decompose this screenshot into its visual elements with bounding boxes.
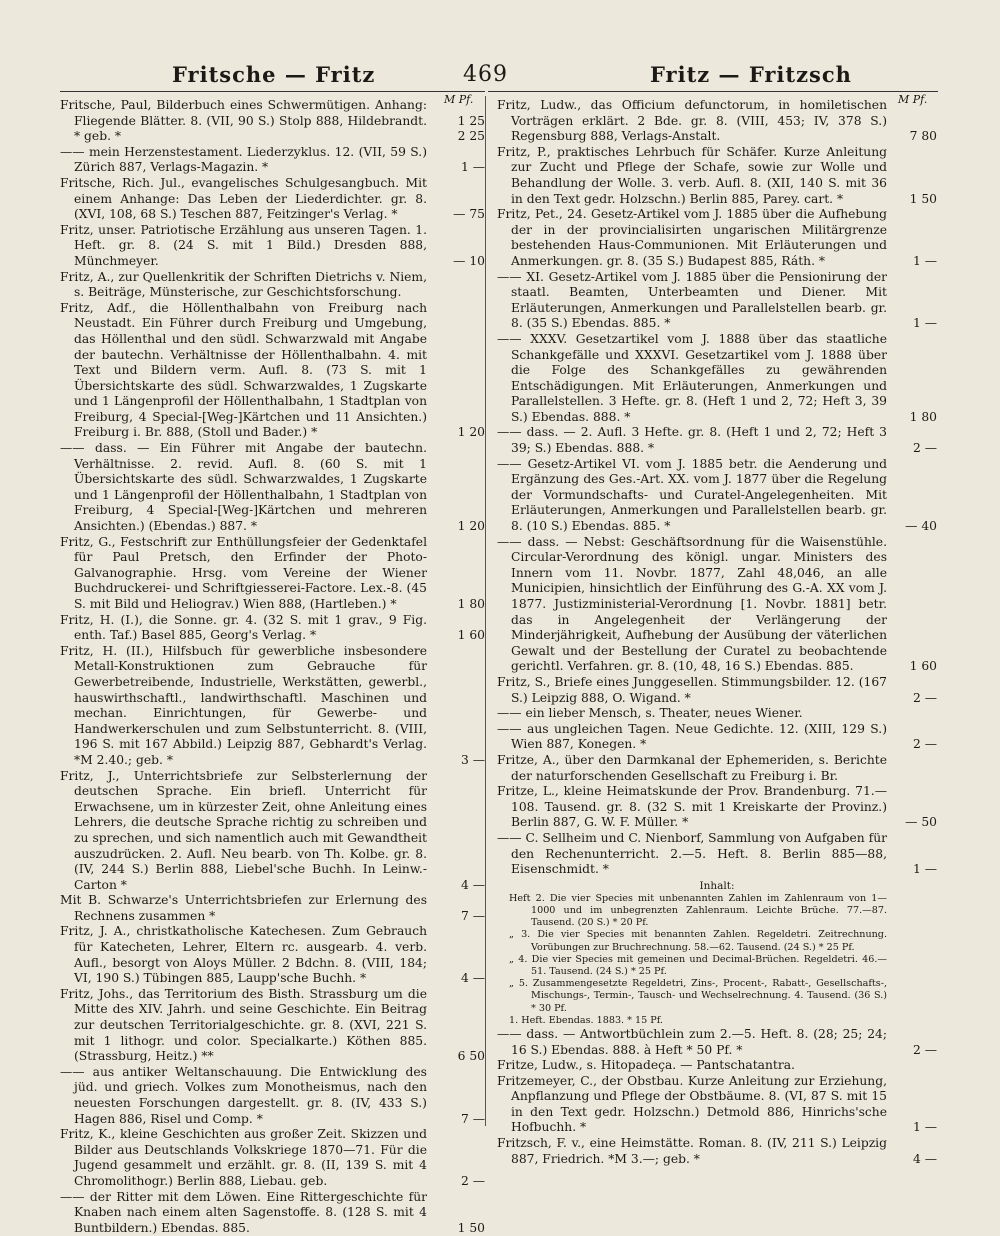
- entry-text: —— XI. Gesetz-Artikel vom J. 1885 über die Pensionirung der staatl. Beamten, Unterbeamten und Diener. Mit Erläuterungen, Anmerkungen und Parallelstellen bearb. gr. 8. (35 S.) Ebendas. 885. *: [497, 269, 887, 331]
- contents-heading: Inhalt:: [699, 879, 735, 892]
- catalog-entry: [497, 145, 937, 207]
- entry-price: 1 —: [912, 862, 937, 877]
- entry-price: 1 20: [457, 425, 485, 440]
- contents-item: „ 5. Zusammengesetzte Regeldetri, Zins-, Procent-, Rabatt-, Gesellschafts-, Mischungs-, Termin-, Tausch- und Wechselrechnung. 4. Tausend. (36 S.) * 30 Pf.: [509, 978, 887, 1014]
- entry-text: Fritz, S., Briefe eines Junggesellen. Stimmungsbilder. 12. (167 S.) Leipzig 888, O. Wigand. *: [497, 674, 887, 705]
- catalog-entry: [60, 893, 485, 924]
- entry-price: — 10: [453, 253, 485, 268]
- entry-price: 1 —: [912, 316, 937, 331]
- catalog-entry: [60, 613, 485, 644]
- entry-text: —— der Ritter mit dem Löwen. Eine Rittergeschichte für Knaben nach einem alten Sagenstoffe. 8. (128 S. mit 4 Buntbildern.) Ebendas. 885.: [60, 1189, 427, 1235]
- entry-text: Fritz, H. (I.), die Sonne. gr. 4. (32 S. mit 1 grav., 9 Fig. enth. Taf.) Basel 885, Georg's Verlag. *: [60, 612, 427, 643]
- entry-text: Fritz, P., praktisches Lehrbuch für Schäfer. Kurze Anleitung zur Zucht und Pflege der Schafe, sowie zur Wolle und Behandlung der Wolle. 3. verb. Aufl. 8. (XII, 140 S. mit 36 in den Text gedr. Holzschn.) Berlin 885, Parey. cart. *: [497, 144, 887, 206]
- catalog-entry: [60, 270, 485, 301]
- catalog-entry: [497, 1027, 937, 1058]
- entry-price: 6 50: [457, 1049, 485, 1064]
- catalog-entry: [497, 425, 937, 456]
- entry-text: —— Gesetz-Artikel VI. vom J. 1885 betr. die Aenderung und Ergänzung des Ges.-Art. XX. vom J. 1877 über die Regelung der Vormundschafts- und Curatel-Angelegenheiten. Mit Erläuterungen, Anmerkungen und Parallelstellen bearb. gr. 8. (10 S.) Ebendas. 885. *: [497, 456, 887, 534]
- entry-price: 1 60: [909, 659, 937, 674]
- catalog-entry: [497, 784, 937, 831]
- entry-text: —— XXXV. Gesetzartikel vom J. 1888 über das staatliche Schankgefälle und XXXVI. Gesetzartikel vom J. 1888 über die Folge des Schankgefälles zu gewährenden Entschädigungen. Mit Erläuterungen, Anmerkungen und Parallelstellen. 3 Hefte. gr. 8. (Heft 1 und 2, 72; Heft 3, 39 S.) Ebendas. 888. *: [497, 331, 887, 424]
- catalog-entry: [497, 1074, 937, 1136]
- currency-unit-left: M Pf.: [444, 93, 474, 106]
- entry-text: Fritze, A., über den Darmkanal der Ephemeriden, s. Berichte der naturforschenden Gesellschaft zu Freiburg i. Br.: [497, 752, 887, 783]
- entry-price: 1 —: [460, 160, 485, 175]
- entry-text: —— dass. — Antwortbüchlein zum 2.—5. Heft. 8. (28; 25; 24; 16 S.) Ebendas. 888. à Heft * 50 Pf. *: [497, 1026, 887, 1057]
- catalog-entry: [60, 301, 485, 441]
- entry-text: Fritzsch, F. v., eine Heimstätte. Roman. 8. (IV, 211 S.) Leipzig 887, Friedrich. *M 3.—; geb. *: [497, 1136, 887, 1166]
- currency-unit-right: M Pf.: [898, 93, 928, 106]
- catalog-entry: [497, 706, 937, 722]
- entry-price: — 40: [905, 519, 937, 534]
- entry-text: Fritzemeyer, C., der Obstbau. Kurze Anleitung zur Erziehung, Anpflanzung und Pflege der Obstbäume. 8. (VI, 87 S. mit 15 in den Text gedr. Holzschn.) Detmold 886, Hinrichs'sche Hofbuchh. *: [497, 1073, 887, 1135]
- entry-text: Fritz, A., zur Quellenkritik der Schriften Dietrichs v. Niem, s. Beiträge, Münsterische, zur Geschichtsforschung.: [60, 269, 427, 300]
- header-rule-right: [488, 91, 938, 92]
- catalog-entry: [60, 1190, 485, 1236]
- entry-text: Fritz, J. A., christkatholische Katechesen. Zum Gebrauch für Katecheten, Lehrer, Eltern rc. ausgearb. 4. verb. Aufl., besorgt von Aloys Müller. 2 Bdchn. 8. (VIII, 184; VI, 190 S.) Tübingen 885, Laupp'sche Buchh. *: [60, 924, 427, 986]
- running-header: [0, 58, 1000, 92]
- catalog-entry: [497, 1136, 937, 1167]
- entry-text: Fritz, Adf., die Höllenthalbahn von Freiburg nach Neustadt. Ein Führer durch Freiburg und Umgebung, das Höllenthal und den südl. Schwarzwald mit Angabe der bautechn. Verhältnisse der Höllenthalbahn. 4. mit Text und Bildern verm. Aufl. 8. (73 S. mit 1 Übersichtskarte des südl. Schwarzwaldes, 1 Zugskarte und 1 Längenprofil der Höllenthalbahn, 1 Stadtplan von Freiburg, 4 Special-[Weg-]Kärtchen und 11 Ansichten.) Freiburg i. Br. 888, (Stoll und Bader.) *: [60, 300, 427, 440]
- catalog-entry: [497, 332, 937, 426]
- entry-text: Fritze, L., kleine Heimatskunde der Prov. Brandenburg. 71.—108. Tausend. gr. 8. (32 S. mit 1 Kreiskarte der Provinz.) Berlin 887, G. W. F. Müller. *: [497, 784, 887, 830]
- catalog-entry: [497, 722, 937, 753]
- entry-text: Fritze, Ludw., s. Hitopadeça. — Pantschatantra.: [497, 1058, 795, 1073]
- catalog-entry: [60, 1127, 485, 1189]
- entry-price: 1 —: [912, 1120, 937, 1135]
- entry-price: — 75: [453, 207, 485, 222]
- right-column: [497, 98, 937, 1167]
- entry-price: 1 80: [909, 409, 937, 424]
- entry-price: 4 —: [460, 877, 485, 892]
- contents-item: 1. Heft. Ebendas. 1883. * 15 Pf.: [509, 1014, 663, 1026]
- header-right: Fritz — Fritzsch: [650, 62, 852, 87]
- catalog-entry: [497, 207, 937, 269]
- column-divider: [485, 96, 486, 1126]
- entry-price: 2 —: [912, 737, 937, 752]
- catalog-entry: [60, 644, 485, 769]
- entry-price: 7 —: [460, 1111, 485, 1126]
- entry-price: 1 20: [457, 519, 485, 534]
- entry-price: 1 50: [457, 1220, 485, 1235]
- entry-price: 2 —: [912, 1042, 937, 1057]
- entry-text: —— ein lieber Mensch, s. Theater, neues Wiener.: [497, 706, 803, 721]
- catalog-entry: [60, 1065, 485, 1127]
- entry-price: 7 80: [909, 129, 937, 144]
- entry-text: Fritz, G., Festschrift zur Enthüllungsfeier der Gedenktafel für Paul Pretsch, den Erfinder der Photo-Galvanographie. Hrsg. vom Vereine der Wiener Buchdruckerei- und Schriftgiesserei-Factore. Lex.-8. (45 S. mit Bild und Heliograv.) Wien 888, (Hartleben.) *: [60, 534, 427, 611]
- catalog-entry: [60, 987, 485, 1065]
- entry-price: 4 —: [912, 1151, 937, 1166]
- entry-text: Fritz, J., Unterrichtsbriefe zur Selbsterlernung der deutschen Sprache. Ein briefl. Unterricht für Erwachsene, um in kürzester Zeit, ohne Anleitung eines Lehrers, die deutsche Sprache richtig zu schreiben und zu sprechen, und sich namentlich auch mit Gewandtheit auszudrücken. 2. Aufl. Neu bearb. von Th. Kolbe. gr. 8. (IV, 244 S.) Berlin 888, Liebel'sche Buchh. In Leinw.-Carton *: [60, 768, 427, 892]
- entry-price: 2 —: [912, 690, 937, 705]
- catalog-entry: [60, 98, 485, 145]
- entry-price: 2 —: [460, 1173, 485, 1188]
- catalog-entry: [60, 441, 485, 535]
- contents-item: „ 3. Die vier Species mit benannten Zahlen. Regeldetri. Zeitrechnung. Vorübungen zur Bruchrechnung. 58.—62. Tausend. (24 S.) * 25 Pf.: [509, 929, 887, 953]
- page-number: 469: [463, 62, 508, 87]
- entry-price: 1 50: [909, 191, 937, 206]
- catalog-entry: [60, 924, 485, 986]
- entry-text: Fritz, H. (II.), Hilfsbuch für gewerbliche insbesondere Metall-Konstruktionen zum Gebrauche für Gewerbetreibende, Industrielle, Werkstätten, gewerbl., hauswirthschaftl., landwirthschaftl. Maschinen und mechan. Einrichtungen, für Gewerbe- und Handwerkerschulen und zum Selbstunterricht. 8. (VIII, 196 S. mit 167 Abbild.) Leipzig 887, Gebhardt's Verlag. *M 2.40.; geb. *: [60, 643, 427, 767]
- entry-price: 1 —: [912, 253, 937, 268]
- entry-text: —— aus ungleichen Tagen. Neue Gedichte. 12. (XIII, 129 S.) Wien 887, Konegen. *: [497, 721, 887, 752]
- entry-price: 7 —: [460, 908, 485, 923]
- header-rule-left: [60, 91, 485, 92]
- entry-price: — 50: [905, 815, 937, 830]
- contents-item: Heft 2. Die vier Species mit unbenannten Zahlen im Zahlenraum von 1—1000 und im unbegrenzten Zahlenraum. Leichte Brüche. 77.—87. Tausend. (20 S.) * 20 Pf.: [509, 892, 887, 929]
- entry-text: —— dass. — Ein Führer mit Angabe der bautechn. Verhältnisse. 2. revid. Aufl. 8. (60 S. mit 1 Übersichtskarte des südl. Schwarzwaldes, 1 Zugskarte und 1 Längenprofil der Höllenthalbahn, 1 Stadtplan von Freiburg, 4 Special-[Weg-]Kärtchen und mehreren Ansichten.) (Ebendas.) 887. *: [60, 441, 427, 534]
- catalog-entry: [60, 223, 485, 270]
- entry-price: 1 80: [457, 597, 485, 611]
- catalog-entry: [497, 535, 937, 675]
- catalog-entry: [497, 675, 937, 706]
- catalog-entry: [60, 145, 485, 176]
- catalog-entry: [497, 98, 937, 145]
- catalog-entry: [497, 1058, 937, 1074]
- header-left: Fritsche — Fritz: [172, 62, 376, 87]
- entry-text: —— aus antiker Weltanschauung. Die Entwicklung des jüd. und griech. Volkes zum Monotheismus, nach den neuesten Forschungen dargestellt. gr. 8. (IV, 433 S.) Hagen 886, Risel und Comp. *: [60, 1064, 427, 1126]
- catalog-entry: [497, 753, 937, 784]
- contents-item: „ 4. Die vier Species mit gemeinen und Decimal-Brüchen. Regeldetri. 46.—51. Tausend. (24 S.) * 25 Pf.: [509, 953, 887, 977]
- entry-price: 1 25 2 25: [457, 113, 485, 144]
- catalog-entry: [497, 831, 937, 878]
- entry-text: —— C. Sellheim und C. Nienborf, Sammlung von Aufgaben für den Rechenunterricht. 2.—5. Heft. 8. Berlin 885—88, Eisenschmidt. *: [497, 830, 887, 877]
- entry-text: Fritz, unser. Patriotische Erzählung aus unseren Tagen. 1. Heft. gr. 8. (24 S. mit 1 Bild.) Dresden 888, Münchmeyer.: [60, 222, 427, 268]
- entry-text: Fritz, Ludw., das Officium defunctorum, in homiletischen Vorträgen erklärt. 2 Bde. gr. 8. (VIII, 453; IV, 378 S.) Regensburg 888, Verlags-Anstalt.: [497, 98, 887, 144]
- catalog-entry: [497, 270, 937, 332]
- entry-text: Fritz, Pet., 24. Gesetz-Artikel vom J. 1885 über die Aufhebung der in der provincialisirten ungarischen Militärgrenze bestehenden Haus-Communionen. Mit Erläuterungen und Anmerkungen. gr. 8. (35 S.) Budapest 885, Ráth. *: [497, 207, 887, 268]
- entry-text: Fritsche, Paul, Bilderbuch eines Schwermütigen. Anhang: Fliegende Blätter. 8. (VII, 90 S.) Stolp 888, Hildebrandt. * geb. *: [60, 98, 427, 144]
- entry-price: 1 60: [457, 628, 485, 643]
- entry-text: —— mein Herzenstestament. Liederzyklus. 12. (VII, 59 S.) Zürich 887, Verlags-Magazin. *: [60, 144, 427, 175]
- entry-text: Fritsche, Rich. Jul., evangelisches Schulgesangbuch. Mit einem Anhange: Das Leben der Liederdichter. gr. 8. (XVI, 108, 68 S.) Teschen 887, Feitzinger's Verlag. *: [60, 175, 427, 222]
- entry-text: —— dass. — 2. Aufl. 3 Hefte. gr. 8. (Heft 1 und 2, 72; Heft 3 39; S.) Ebendas. 888. *: [497, 425, 887, 456]
- entry-text: Fritz, Johs., das Territorium des Bisth. Strassburg um die Mitte des XIV. Jahrh. und seine Geschichte. Ein Beitrag zur deutschen Territorialgeschichte. gr. 8. (XVI, 221 S. mit 1 lithogr. und color. Specialkarte.) Köthen 885. (Strassburg, Heitz.) **: [60, 986, 427, 1064]
- entry-text: —— dass. — Nebst: Geschäftsordnung für die Waisenstühle. Circular-Verordnung des königl. ungar. Ministers des Innern vom 11. Novbr. 1877, Zahl 48,046, an alle Municipien, hinsichtlich der Einführung des G.-A. XX vom J. 1877. Justizministerial-Verordnung [1. Novbr. 1881] betr. das in Angelegenheit der Verlängerung der Minderjährigkeit, Aufhebung der Ausübung der väterlichen Gewalt und der Bestellung der Curatel zu beobachtende gerichtl. Verfahren. gr. 8. (10, 48, 16 S.) Ebendas. 885.: [497, 534, 887, 674]
- catalog-entry: [60, 769, 485, 894]
- left-column: [60, 98, 485, 1236]
- catalog-entry: [497, 457, 937, 535]
- entry-price: 3 —: [460, 752, 485, 767]
- entry-text: Mit B. Schwarze's Unterrichtsbriefen zur Erlernung des Rechnens zusammen *: [60, 893, 427, 923]
- catalog-entry: [60, 535, 485, 613]
- entry-price: 2 —: [912, 441, 937, 456]
- catalog-entry: [60, 176, 485, 223]
- entry-price: 4 —: [460, 971, 485, 986]
- entry-text: Fritz, K., kleine Geschichten aus großer Zeit. Skizzen und Bilder aus Deutschlands Volkskriege 1870—71. Für die Jugend gesammelt und erzählt. gr. 8. (II, 139 S. mit 4 Chromolithogr.) Berlin 888, Liebau. geb.: [60, 1127, 427, 1188]
